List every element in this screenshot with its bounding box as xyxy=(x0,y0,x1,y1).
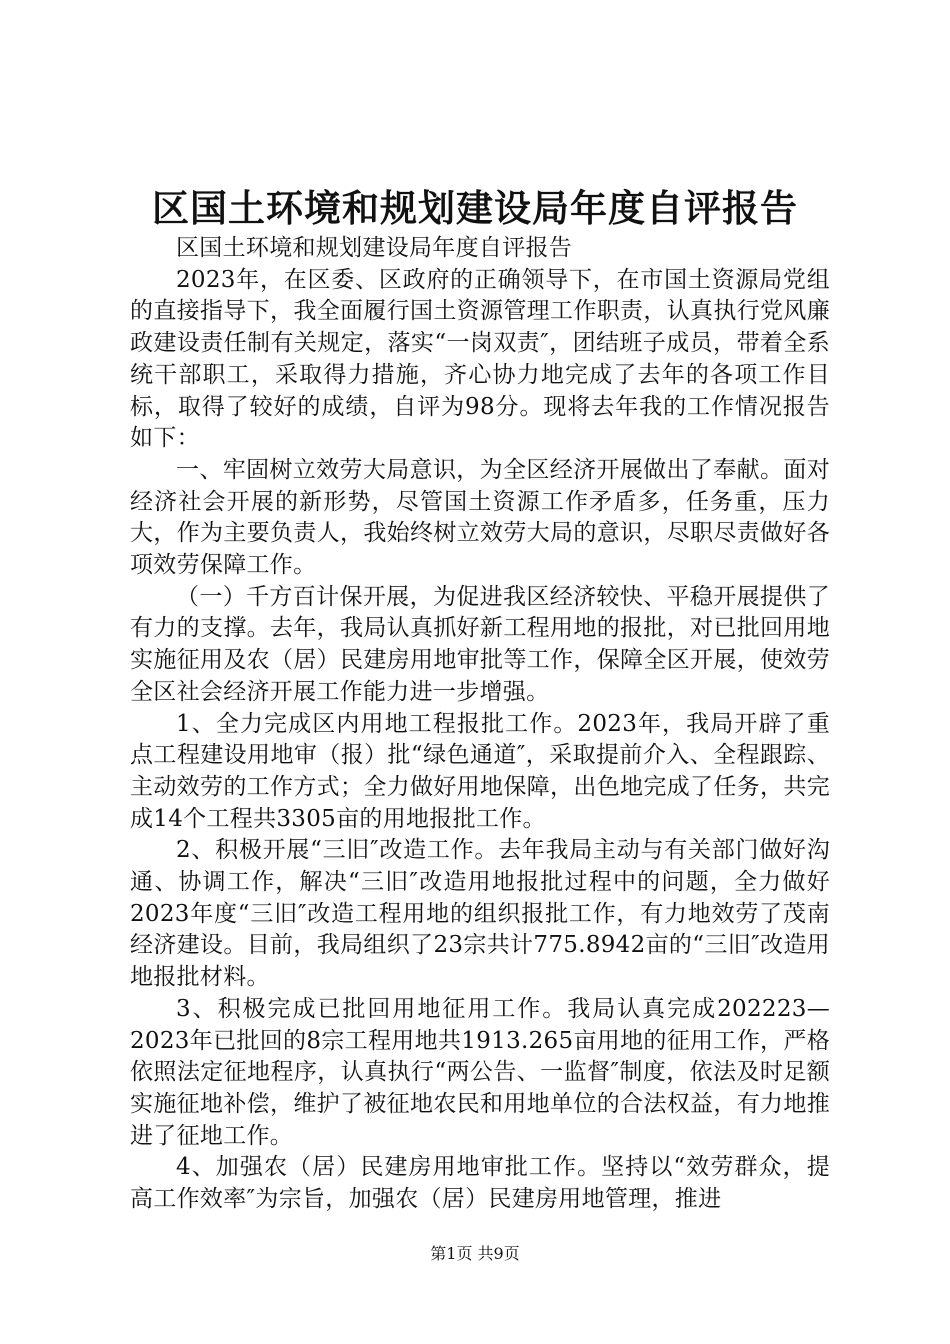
subsection-one-paragraph: （一）千方百计保开展，为促进我区经济较快、平稳开展提供了有力的支撑。去年，我局认真抓好新工程用地的报批，对已批回用地实施征用及农（居）民建房用地审批等工作，保障全区开展，使效劳全区社会经济开展工作能力进一步增强。 xyxy=(130,583,830,705)
section-one-paragraph: 一、牢固树立效劳大局意识，为全区经济开展做出了奉献。面对经济社会开展的新形势，尽管国土资源工作矛盾多，任务重，压力大，作为主要负责人，我始终树立效劳大局的意识，尽职尽责做好各项效劳保障工作。 xyxy=(130,456,830,579)
item-one-paragraph: 1、全力完成区内用地工程报批工作。2023年，我局开辟了重点工程建设用地审（报）批“绿色通道″，采取提前介入、全程跟踪、主动效劳的工作方式；全力做好用地保障，出色地完成了任务，共完成14个工程共3305亩的用地报批工作。 xyxy=(130,710,830,832)
item-four-paragraph: 4、加强农（居）民建房用地审批工作。坚持以“效劳群众，提高工作效率″为宗旨，加强农（居）民建房用地管理，推进 xyxy=(130,1154,830,1213)
document-title: 区国土环境和规划建设局年度自评报告 xyxy=(152,186,798,230)
page-footer: 第1页 共9页 xyxy=(430,1244,520,1263)
intro-paragraph: 2023年，在区委、区政府的正确领导下，在市国土资源局党组的直接指导下，我全面履行国土资源管理工作职责，认真执行党风廉政建设责任制有关规定，落实“一岗双责″，团结班子成员，带着全系统干部职工，采取得力措施，齐心协力地完成了去年的各项工作目标，取得了较好的成绩，自评为98分。现将去年我的工作情况报告如下： xyxy=(130,266,830,452)
document-body xyxy=(130,233,830,1216)
item-three-paragraph: 3、积极完成已批回用地征用工作。我局认真完成202223—2023年已批回的8宗工程用地共1913.265亩用地的征用工作，严格依照法定征地程序，认真执行“两公告、一监督″制度，依法及时足额实施征地补偿，维护了被征地农民和用地单位的合法权益，有力地推进了征地工作。 xyxy=(130,995,830,1149)
item-two-paragraph: 2、积极开展“三旧″改造工作。去年我局主动与有关部门做好沟通、协调工作，解决“三旧″改造用地报批过程中的问题，全力做好2023年度“三旧″改造工程用地的组织报批工作，有力地效劳了茂南经济建设。目前，我局组织了23宗共计775.8942亩的“三旧″改造用地报批材料。 xyxy=(130,837,830,991)
subtitle-paragraph: 区国土环境和规划建设局年度自评报告 xyxy=(176,235,573,261)
